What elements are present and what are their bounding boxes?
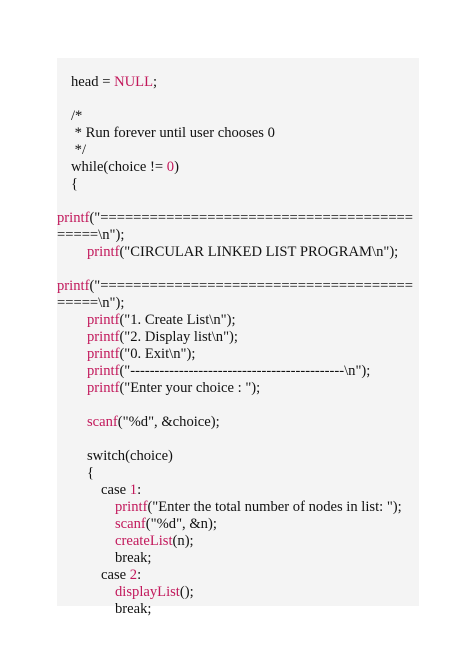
code-line-13: printf("2. Display list\n"); [87,329,238,345]
code-line-23: createList(n); [115,533,194,549]
code-line-18: switch(choice) [87,448,173,464]
code-block [57,58,419,617]
code-line-5: while(choice != 0) [71,159,179,175]
code-line-17: scanf("%d", &choice); [87,414,220,430]
code-line-1: head = NULL; [71,74,158,90]
code-line-15: printf("--------------------------------------------\n"); [87,363,371,379]
code-line-21: printf("Enter the total number of nodes in list: "); [115,499,402,515]
code-line-3: * Run forever until user chooses 0 [71,125,275,141]
code-line-10: printf("====================================== [57,278,414,294]
code-line-25: case 2: [101,567,142,583]
code-line-27: break; [115,601,152,617]
code-line-22: scanf("%d", &n); [115,516,217,532]
code-line-24: break; [115,550,152,566]
code-line-12: printf("1. Create List\n"); [87,312,236,328]
code-line-19: { [87,465,95,481]
code-line-14: printf("0. Exit\n"); [87,346,196,362]
code-line-4: */ [71,142,86,158]
code-line-11: =====\n"); [57,295,125,311]
code-line-9: printf("CIRCULAR LINKED LIST PROGRAM\n"); [87,244,399,260]
code-line-26: displayList(); [115,584,194,600]
code-line-2: /* [71,108,83,124]
code-line-7: printf("====================================== [57,210,414,226]
code-line-6: { [71,176,79,192]
code-line-8: =====\n"); [57,227,125,243]
code-line-20: case 1: [101,482,142,498]
code-line-16: printf("Enter your choice : "); [87,380,261,396]
